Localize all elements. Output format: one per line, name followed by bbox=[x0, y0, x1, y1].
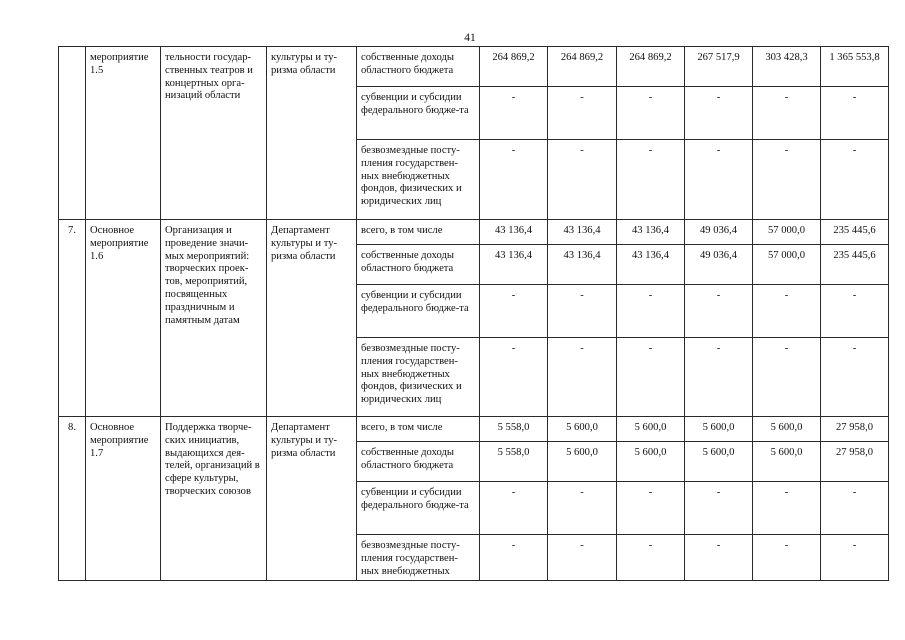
amount-cell: 5 600,0 bbox=[685, 417, 753, 442]
amount-cell: - bbox=[480, 285, 548, 338]
activity-name: Основное мероприятие 1.7 bbox=[86, 417, 161, 581]
table-row bbox=[59, 47, 889, 87]
amount-cell: - bbox=[685, 338, 753, 417]
amount-cell: 43 136,4 bbox=[480, 245, 548, 285]
amount-cell: - bbox=[617, 338, 685, 417]
activity-title: Организация и проведение значи-мых мероприятий: творческих проек-тов, мероприятий, посвященных праздничным и памятным датам bbox=[161, 220, 267, 417]
funding-source: всего, в том числе bbox=[357, 417, 480, 442]
amount-cell: 235 445,6 bbox=[821, 220, 889, 245]
amount-cell: 49 036,4 bbox=[685, 245, 753, 285]
activity-title: Поддержка творче-ских инициатив, выдающихся дея-телей, организаций в сфере культуры, творческих союзов bbox=[161, 417, 267, 581]
amount-cell: - bbox=[685, 535, 753, 581]
amount-cell: 27 958,0 bbox=[821, 417, 889, 442]
executor: Департамент культуры и ту-ризма области bbox=[267, 417, 357, 581]
amount-cell: - bbox=[548, 140, 617, 220]
amount-cell: - bbox=[685, 482, 753, 535]
amount-cell: - bbox=[821, 482, 889, 535]
funding-source: субвенции и субсидии федерального бюдже-та bbox=[357, 87, 480, 140]
amount-cell: - bbox=[753, 285, 821, 338]
activity-title: тельности государ-ственных театров и концертных орга-низаций области bbox=[161, 47, 267, 220]
budget-table-body bbox=[59, 47, 889, 581]
amount-cell: 5 600,0 bbox=[617, 417, 685, 442]
amount-cell: 49 036,4 bbox=[685, 220, 753, 245]
amount-cell: - bbox=[480, 87, 548, 140]
amount-cell: 267 517,9 bbox=[685, 47, 753, 87]
amount-cell: 5 600,0 bbox=[548, 417, 617, 442]
funding-source: субвенции и субсидии федерального бюдже-та bbox=[357, 285, 480, 338]
amount-cell: 43 136,4 bbox=[480, 220, 548, 245]
amount-cell: - bbox=[617, 285, 685, 338]
amount-cell: - bbox=[548, 535, 617, 581]
executor: Департамент культуры и ту-ризма области bbox=[267, 220, 357, 417]
amount-cell: - bbox=[617, 535, 685, 581]
amount-cell: 43 136,4 bbox=[617, 220, 685, 245]
amount-cell: - bbox=[685, 140, 753, 220]
page-number: 41 bbox=[464, 32, 476, 44]
amount-cell: - bbox=[821, 535, 889, 581]
amount-cell: 43 136,4 bbox=[617, 245, 685, 285]
amount-cell: 303 428,3 bbox=[753, 47, 821, 87]
amount-cell: 57 000,0 bbox=[753, 245, 821, 285]
amount-cell: 264 869,2 bbox=[548, 47, 617, 87]
executor: культуры и ту-ризма области bbox=[267, 47, 357, 220]
amount-cell: - bbox=[480, 338, 548, 417]
funding-source: собственные доходы областного бюджета bbox=[357, 47, 480, 87]
table-row bbox=[59, 220, 889, 245]
funding-source: субвенции и субсидии федерального бюдже-та bbox=[357, 482, 480, 535]
amount-cell: - bbox=[753, 338, 821, 417]
table-row bbox=[59, 417, 889, 442]
amount-cell: 43 136,4 bbox=[548, 220, 617, 245]
row-number bbox=[59, 47, 86, 220]
amount-cell: - bbox=[548, 87, 617, 140]
amount-cell: - bbox=[685, 87, 753, 140]
amount-cell: 43 136,4 bbox=[548, 245, 617, 285]
budget-table bbox=[58, 46, 889, 581]
activity-name: Основное мероприятие 1.6 bbox=[86, 220, 161, 417]
amount-cell: - bbox=[821, 285, 889, 338]
amount-cell: - bbox=[548, 482, 617, 535]
amount-cell: 57 000,0 bbox=[753, 220, 821, 245]
amount-cell: 5 558,0 bbox=[480, 442, 548, 482]
row-number: 7. bbox=[59, 220, 86, 417]
amount-cell: 235 445,6 bbox=[821, 245, 889, 285]
amount-cell: - bbox=[821, 140, 889, 220]
amount-cell: 1 365 553,8 bbox=[821, 47, 889, 87]
amount-cell: - bbox=[617, 140, 685, 220]
amount-cell: - bbox=[480, 140, 548, 220]
amount-cell: - bbox=[753, 535, 821, 581]
amount-cell: - bbox=[753, 87, 821, 140]
funding-source: всего, в том числе bbox=[357, 220, 480, 245]
funding-source: собственные доходы областного бюджета bbox=[357, 245, 480, 285]
funding-source: безвозмездные посту-пления государствен-ных внебюджетных фондов, физических и юридических лиц bbox=[357, 338, 480, 417]
amount-cell: 264 869,2 bbox=[480, 47, 548, 87]
amount-cell: - bbox=[617, 87, 685, 140]
amount-cell: - bbox=[685, 285, 753, 338]
amount-cell: 27 958,0 bbox=[821, 442, 889, 482]
amount-cell: - bbox=[753, 482, 821, 535]
amount-cell: - bbox=[548, 338, 617, 417]
amount-cell: - bbox=[753, 140, 821, 220]
amount-cell: - bbox=[548, 285, 617, 338]
amount-cell: - bbox=[617, 482, 685, 535]
row-number: 8. bbox=[59, 417, 86, 581]
amount-cell: 5 600,0 bbox=[753, 442, 821, 482]
amount-cell: 5 600,0 bbox=[685, 442, 753, 482]
amount-cell: 5 558,0 bbox=[480, 417, 548, 442]
amount-cell: 5 600,0 bbox=[548, 442, 617, 482]
amount-cell: 5 600,0 bbox=[617, 442, 685, 482]
activity-name: мероприятие 1.5 bbox=[86, 47, 161, 220]
amount-cell: - bbox=[480, 535, 548, 581]
amount-cell: - bbox=[821, 338, 889, 417]
amount-cell: 5 600,0 bbox=[753, 417, 821, 442]
funding-source: собственные доходы областного бюджета bbox=[357, 442, 480, 482]
amount-cell: - bbox=[821, 87, 889, 140]
funding-source: безвозмездные посту-пления государствен-ных внебюджетных фондов, физических и юридических лиц bbox=[357, 140, 480, 220]
amount-cell: - bbox=[480, 482, 548, 535]
amount-cell: 264 869,2 bbox=[617, 47, 685, 87]
funding-source: безвозмездные посту-пления государствен-ных внебюджетных bbox=[357, 535, 480, 581]
